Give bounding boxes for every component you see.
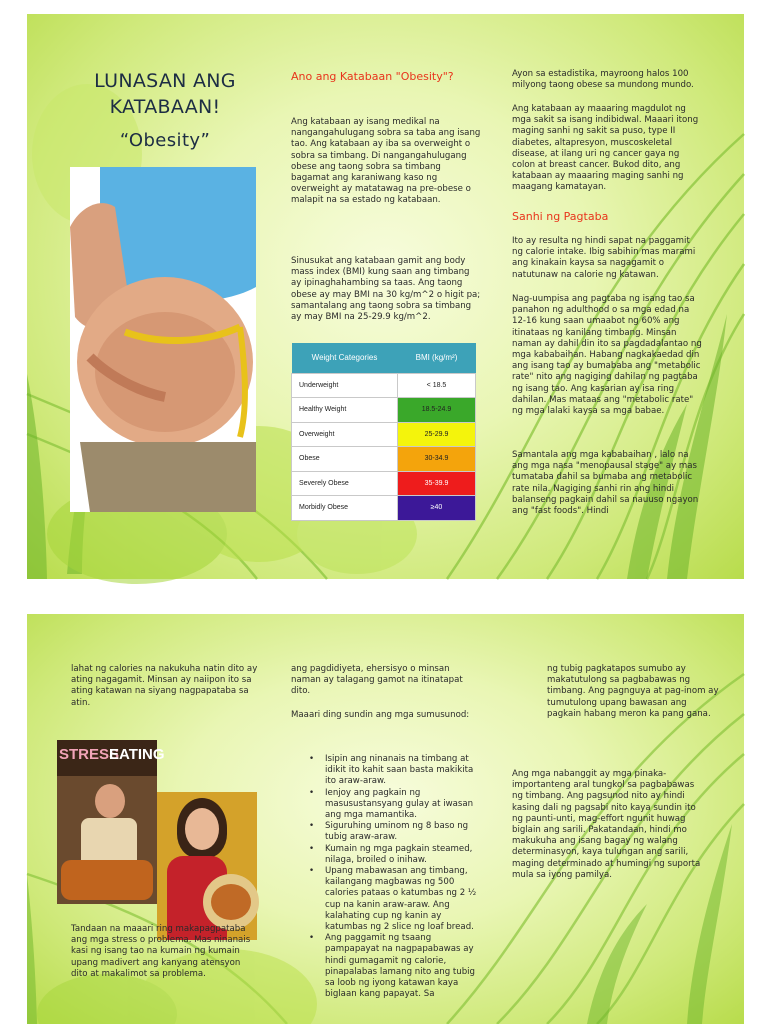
bmi-category-cell: Overweight (292, 422, 398, 447)
tip-list-item: • Isipin ang ninanais na timbang at idikit ito kahit saan basta makikita ito araw-araw. (325, 754, 481, 788)
brochure-title: LUNASAN ANG KATABAAN! (94, 70, 236, 118)
eating-label: EATING (109, 746, 165, 763)
bmi-table-row (292, 471, 476, 496)
brochure-page-2 (27, 614, 744, 1024)
paragraph-causes-age: Nag-uumpisa ang pagtaba ng isang tao sa panahon ng adulthood o sa mga edad na 12-16 kung saan umaabot ng 60% ang itinataas ng kanilang timbang. Minsan naman ay dahil din ito sa pagdadalantao ng mga kababaihan. Habang nagkakaedad din ang isang tao ay bumababa ang "metabolic rate" nito ang nagiging dahilan ng pagtaba ng isang tao. Ang kasarian ay isa ring dahilan. Mas mataas ang "metabolic rate" ng mga lalaki kaysa sa mga babae. (512, 294, 702, 417)
paragraph-water-chewing: ng tubig pagkatapos sumubo ay makatutulong sa pagbabawas ng timbang. Ang pagnguya at pag-inom ay tumutulong upang bawasan ang pagkain habang meron ka pang gana. (547, 664, 719, 719)
tip-list-item: • Ang paggamit ng tsaang pampapayat na nagpapabawas ay hindi gumagamit ng calorie, pinapalabas lamang nito ang tubig sa loob ng iyong katawan kaya biglaan kang papayat. Sa (325, 933, 481, 1000)
tip-list-item: • Upang mabawasan ang timbang, kailangang magbawas ng 500 calories pataas o katumbas ng 2 ½ cup na kanin araw-araw. Ang kalahating cup ng kanin ay katumbas ng 2 slice ng loaf bread. (325, 866, 481, 933)
bmi-category-cell: Severely Obese (292, 471, 398, 496)
tip-list-item: • Ienjoy ang pagkain ng masusustansyang gulay at iwasan ang mga mamantika. (325, 788, 481, 822)
paragraph-conclusion: Ang mga nabanggit ay mga pinaka-importanteng aral tungkol sa pagbabawas ng timbang. Ang pagsunod nito ay hindi kasing dali ng pagsabi nito kaya sundin ito ng paunti-unti, mag-effort ngunit huwag biglain ang sarili. Pakatandaan, hindi mo makukuha ang isang bagay ng walang determinasyon, kaya tulungan ang sarili, maging determinado at humingi ng suporta mula sa iyong pamilya. (512, 769, 701, 880)
woman-eating-photo (157, 792, 257, 940)
bmi-range-cell: 25-29.9 (398, 422, 476, 447)
bmi-table-header (292, 343, 476, 373)
section-heading-what-is-obesity: Ano ang Katabaan "Obesity"? (291, 70, 454, 83)
weight-loss-tips-list (325, 754, 481, 1000)
paragraph-calories-continued: lahat ng calories na nakukuha natin dito ay ating nagagamit. Minsan ay naiipon ito sa ating katawan na siyang nagpapataba sa atin. (71, 664, 258, 708)
bmi-table-row (292, 422, 476, 447)
bmi-table-row (292, 373, 476, 398)
bmi-category-cell: Obese (292, 447, 398, 472)
bmi-range-cell: 30-34.9 (398, 447, 476, 472)
section-heading-causes: Sanhi ng Pagtaba (512, 210, 609, 223)
paragraph-follow-these: Maaari ding sundin ang mga sumusunod: (291, 710, 470, 720)
bmi-range-cell: 18.5-24.9 (398, 398, 476, 423)
bmi-range-cell: ≥40 (398, 496, 476, 521)
bmi-category-cell: Morbidly Obese (292, 496, 398, 521)
paragraph-diseases: Ang katabaan ay maaaring magdulot ng mga sakit sa isang indibidwal. Maaari itong maging sanhi ng sakit sa puso, type II diabetes, altapresyon, muscoskeletal disease, at ilang uri ng cancer gaya ng colon at breast cancer. Bukod dito, ang katabaan ay maaaring maging sanhi ng maagang kamatayan. (512, 104, 699, 193)
brochure-page-1 (27, 14, 744, 579)
paragraph-causes-women: Samantala ang mga kababaihan , lalo na ang mga nasa "menopausal stage" ay mas tumataba dahil sa bumaba ang metabolic rate nila. Nagiging sanhi rin ang hindi balanseng pagkain dahil sa nauuso ngayon ang "fast foods". Hindi (512, 450, 699, 517)
paragraph-causes-intro: Ito ay resulta ng hindi sapat na paggamit ng calorie intake. Ibig sabihin mas marami ang kinakain kaysa sa nagagamit o natutunaw na calorie ng katawan. (512, 236, 696, 280)
paragraph-stress: Tandaan na maaari ring makapagpataba ang mga stress o problema. Mas ninanais kasi ng isang tao na kumain ng kumain upang madivert ang kanyang atensyon dito at makalimot sa problema. (71, 924, 251, 979)
bmi-table (291, 343, 476, 521)
bmi-range-cell: < 18.5 (398, 373, 476, 398)
tip-list-item: • Siguruhing uminom ng 8 baso ng tubig araw-araw. (325, 821, 481, 843)
obese-belly-photo (70, 167, 256, 512)
bmi-range-cell: 35-39.9 (398, 471, 476, 496)
bmi-header-category: Weight Categories (292, 343, 398, 373)
stress-eating-photo (57, 740, 165, 904)
stress-label: STRESS (59, 746, 120, 763)
paragraph-diet-options: ang pagdidiyeta, ehersisyo o minsan naman ay talagang gamot na itinatapat dito. (291, 664, 463, 697)
bmi-header-value: BMI (kg/m²) (398, 343, 476, 373)
bmi-table-row (292, 496, 476, 521)
bmi-category-cell: Healthy Weight (292, 398, 398, 423)
brochure-subtitle: “Obesity” (119, 130, 211, 151)
paragraph-bmi: Sinusukat ang katabaan gamit ang body mass index (BMI) kung saan ang timbang ay ipinaghahambing sa taas. Ang taong obese ay may BMI na 30 kg/m^2 o higit pa; samantalang ang taong sobra sa timbang ay may BMI na 25-29.9 kg/m^2. (291, 256, 481, 323)
bmi-table-row (292, 398, 476, 423)
tip-list-item: • Kumain ng mga pagkain steamed, nilaga, broiled o inihaw. (325, 844, 481, 866)
bmi-category-cell: Underweight (292, 373, 398, 398)
paragraph-statistics: Ayon sa estadistika, mayroong halos 100 milyong taong obese sa mundong mundo. (512, 69, 694, 91)
bmi-table-row (292, 447, 476, 472)
paragraph-definition: Ang katabaan ay isang medikal na nangangahulugang sobra sa taba ang isang tao. Ang katabaan ay iba sa overweight o sobra sa timbang. Di nangangahulugang obese ang taong sobra sa timbang bagamat ang karaniwang kaso ng overweight ay matatawag na pre-obese o malapit na sa estado ng katabaan. (291, 117, 481, 206)
